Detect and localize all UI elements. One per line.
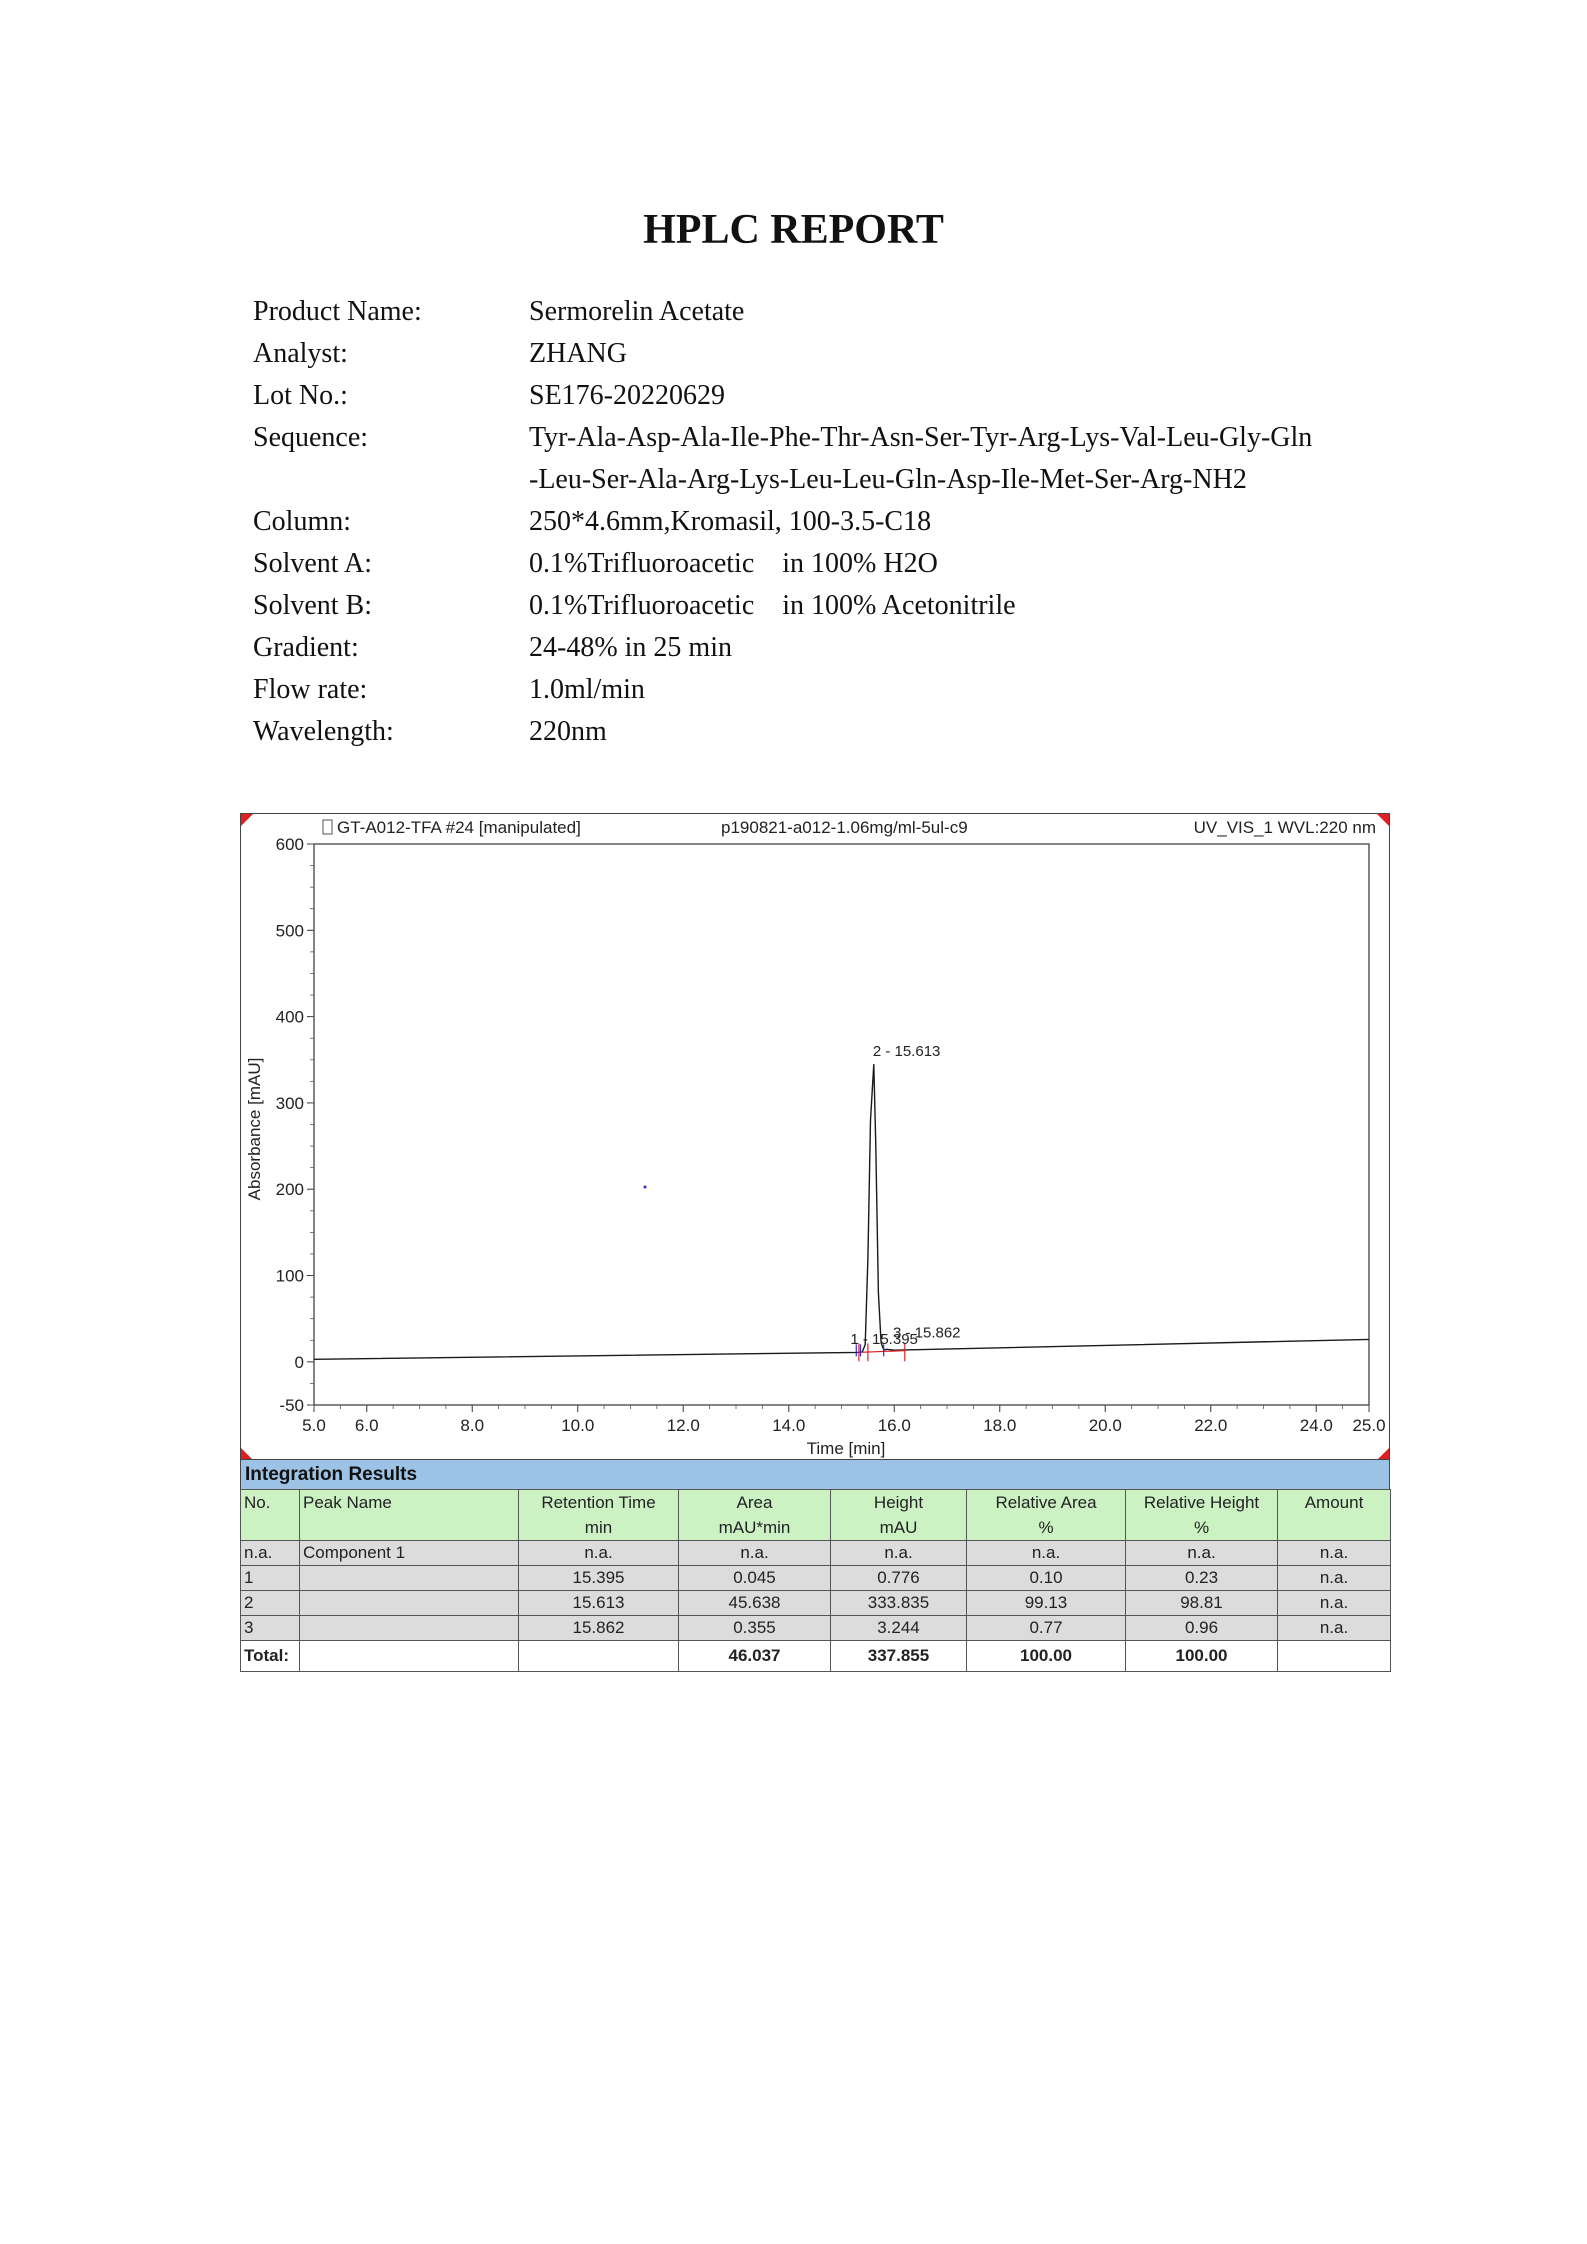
chart-header-center: p190821-a012-1.06mg/ml-5ul-c9 bbox=[721, 818, 968, 837]
y-tick-label: -50 bbox=[279, 1396, 304, 1415]
stray-marker bbox=[644, 1186, 647, 1189]
info-value: 24-48% in 25 min bbox=[529, 632, 732, 663]
x-tick-label: 6.0 bbox=[354, 1416, 379, 1435]
info-value: Sermorelin Acetate bbox=[529, 296, 745, 327]
document-icon bbox=[323, 820, 332, 834]
y-tick-label: 500 bbox=[275, 921, 304, 941]
table-cell: n.a. bbox=[241, 1541, 300, 1566]
table-cell: 98.81 bbox=[1126, 1591, 1278, 1616]
table-cell bbox=[519, 1641, 679, 1672]
info-value: SE176-20220629 bbox=[529, 380, 725, 411]
peak-label: 2 - 15.613 bbox=[872, 1043, 941, 1061]
y-axis-label: Absorbance [mAU] bbox=[245, 1057, 264, 1201]
info-value: ZHANG bbox=[529, 338, 627, 369]
x-tick-label: 14.0 bbox=[772, 1416, 806, 1435]
info-label: Solvent A: bbox=[253, 548, 373, 579]
x-tick-label: 10.0 bbox=[561, 1416, 595, 1435]
table-cell: 2 bbox=[241, 1591, 300, 1616]
report-title: HPLC REPORT bbox=[643, 207, 944, 253]
table-cell: 0.045 bbox=[679, 1566, 831, 1591]
info-value: 250*4.6mm,Kromasil, 100-3.5-C18 bbox=[529, 506, 932, 537]
table-cell: 337.855 bbox=[831, 1641, 967, 1672]
table-cell: Total: bbox=[241, 1641, 300, 1672]
info-label: Flow rate: bbox=[253, 674, 368, 705]
x-tick-label: 25.0 bbox=[1352, 1416, 1386, 1435]
x-tick-label: 22.0 bbox=[1194, 1416, 1228, 1435]
table-cell: n.a. bbox=[1278, 1566, 1391, 1591]
table-total-row bbox=[241, 1641, 1391, 1672]
x-tick-label: 8.0 bbox=[460, 1416, 485, 1435]
table-cell: n.a. bbox=[1278, 1591, 1391, 1616]
x-tick-label: 5.0 bbox=[302, 1416, 326, 1435]
column-header: Relative Area % bbox=[967, 1490, 1126, 1541]
x-tick-label: 18.0 bbox=[983, 1416, 1017, 1435]
table-cell bbox=[300, 1641, 519, 1672]
integration-table bbox=[240, 1489, 1391, 1672]
table-cell: n.a. bbox=[1126, 1541, 1278, 1566]
info-label: Sequence: bbox=[253, 422, 369, 453]
info-label: Gradient: bbox=[253, 632, 359, 663]
table-cell: n.a. bbox=[831, 1541, 967, 1566]
table-cell: 333.835 bbox=[831, 1591, 967, 1616]
column-header: Area mAU*min bbox=[679, 1490, 831, 1541]
column-header: Height mAU bbox=[831, 1490, 967, 1541]
y-tick-label: 600 bbox=[275, 835, 304, 854]
info-value: 0.1%Trifluoroacetic in 100% Acetonitrile bbox=[529, 590, 1016, 621]
corner-marker bbox=[241, 814, 253, 826]
table-cell: 15.862 bbox=[519, 1616, 679, 1641]
chromatogram-panel bbox=[240, 813, 1390, 1461]
table-cell: Component 1 bbox=[300, 1541, 519, 1566]
x-axis-label: Time [min] bbox=[806, 1439, 886, 1458]
x-tick-label: 20.0 bbox=[1088, 1416, 1122, 1435]
integration-results-title: Integration Results bbox=[240, 1459, 1390, 1489]
column-header: Peak Name bbox=[300, 1490, 519, 1541]
y-tick-label: 300 bbox=[275, 1093, 304, 1113]
info-label: Product Name: bbox=[253, 296, 422, 327]
info-label: Analyst: bbox=[253, 338, 348, 369]
y-tick-label: 100 bbox=[275, 1266, 304, 1286]
table-cell: n.a. bbox=[519, 1541, 679, 1566]
table-cell: 46.037 bbox=[679, 1641, 831, 1672]
table-cell bbox=[300, 1616, 519, 1641]
table-cell: 0.96 bbox=[1126, 1616, 1278, 1641]
plot-frame bbox=[314, 844, 1369, 1405]
table-cell: n.a. bbox=[679, 1541, 831, 1566]
table-row bbox=[241, 1541, 1391, 1566]
y-tick-label: 0 bbox=[294, 1352, 304, 1372]
table-cell: 15.395 bbox=[519, 1566, 679, 1591]
peak-label: 1 - 15.395 bbox=[850, 1330, 918, 1348]
table-cell: 3.244 bbox=[831, 1616, 967, 1641]
info-label: Column: bbox=[253, 506, 352, 537]
table-header-row bbox=[241, 1490, 1391, 1541]
table-cell: 0.23 bbox=[1126, 1566, 1278, 1591]
table-cell: 0.776 bbox=[831, 1566, 967, 1591]
column-header: No. bbox=[241, 1490, 300, 1541]
table-cell: 99.13 bbox=[967, 1591, 1126, 1616]
chart-header-right: UV_VIS_1 WVL:220 nm bbox=[1193, 818, 1376, 837]
column-header: Relative Height % bbox=[1126, 1490, 1278, 1541]
chart-header-left: GT-A012-TFA #24 [manipulated] bbox=[337, 818, 581, 837]
table-cell: 100.00 bbox=[1126, 1641, 1278, 1672]
table-cell bbox=[300, 1566, 519, 1591]
table-cell: 0.77 bbox=[967, 1616, 1126, 1641]
table-cell bbox=[300, 1591, 519, 1616]
table-cell: 1 bbox=[241, 1566, 300, 1591]
info-value: 220nm bbox=[529, 716, 607, 747]
chromatogram-trace bbox=[314, 1064, 1369, 1359]
chromatogram-chart bbox=[241, 814, 1389, 1460]
table-cell: 100.00 bbox=[967, 1641, 1126, 1672]
peak-label: 3 - 15.862 bbox=[892, 1324, 961, 1342]
y-tick-label: 400 bbox=[275, 1007, 304, 1027]
x-tick-label: 12.0 bbox=[666, 1416, 700, 1435]
integration-baseline bbox=[859, 1351, 905, 1353]
table-row bbox=[241, 1566, 1391, 1591]
table-cell: 0.10 bbox=[967, 1566, 1126, 1591]
info-value: Tyr-Ala-Asp-Ala-Ile-Phe-Thr-Asn-Ser-Tyr-Arg-Lys-Val-Leu-Gly-Gln bbox=[529, 422, 1313, 453]
integration-results bbox=[240, 1459, 1390, 1672]
table-cell bbox=[1278, 1641, 1391, 1672]
info-label: Wavelength: bbox=[253, 716, 394, 747]
corner-marker bbox=[1377, 814, 1389, 826]
column-header: Amount bbox=[1278, 1490, 1391, 1541]
info-label: Solvent B: bbox=[253, 590, 373, 621]
table-cell: 45.638 bbox=[679, 1591, 831, 1616]
table-row bbox=[241, 1616, 1391, 1641]
column-header: Retention Time min bbox=[519, 1490, 679, 1541]
info-value-continued: -Leu-Ser-Ala-Arg-Lys-Leu-Leu-Gln-Asp-Ile-Met-Ser-Arg-NH2 bbox=[529, 464, 1247, 495]
x-tick-label: 16.0 bbox=[877, 1416, 911, 1435]
table-cell: n.a. bbox=[967, 1541, 1126, 1566]
table-cell: n.a. bbox=[1278, 1616, 1391, 1641]
table-cell: 3 bbox=[241, 1616, 300, 1641]
info-value: 0.1%Trifluoroacetic in 100% H2O bbox=[529, 548, 938, 579]
info-label: Lot No.: bbox=[253, 380, 348, 411]
table-cell: 0.355 bbox=[679, 1616, 831, 1641]
table-cell: 15.613 bbox=[519, 1591, 679, 1616]
table-cell: n.a. bbox=[1278, 1541, 1391, 1566]
x-tick-label: 24.0 bbox=[1299, 1416, 1333, 1435]
table-row bbox=[241, 1591, 1391, 1616]
info-value: 1.0ml/min bbox=[529, 674, 645, 705]
y-tick-label: 200 bbox=[275, 1180, 304, 1200]
